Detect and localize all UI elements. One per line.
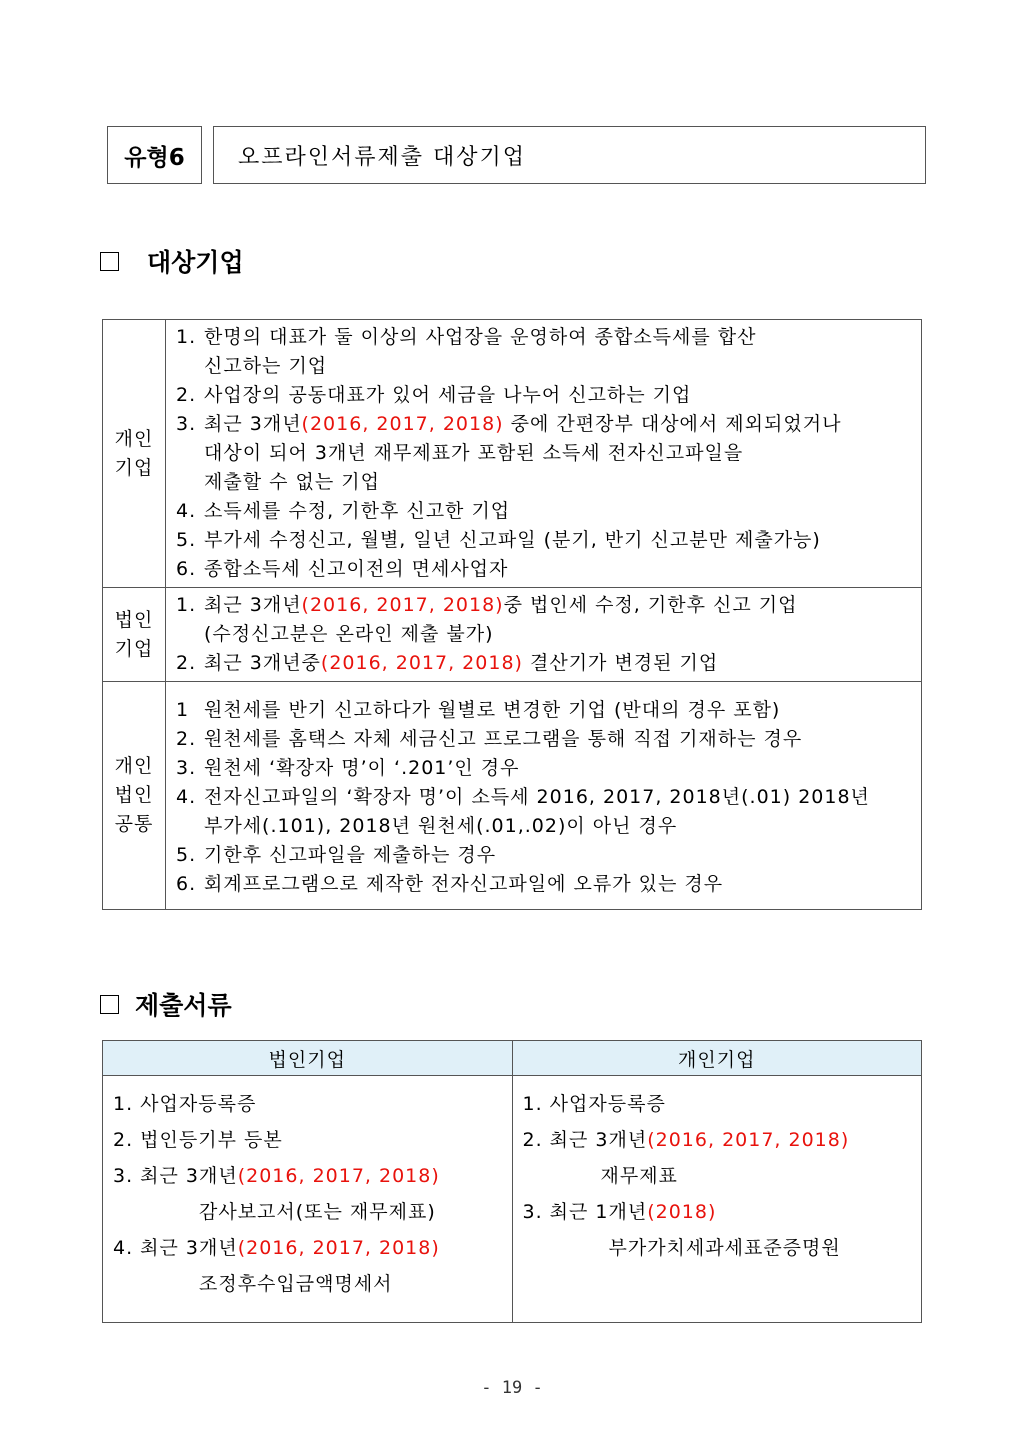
list-item-continuation: 제출할 수 없는 기업 <box>204 471 380 493</box>
table-row <box>103 588 922 682</box>
list-item <box>176 381 913 410</box>
required-documents-table <box>102 1040 922 1323</box>
item-number: 2. <box>176 384 197 406</box>
doc-item-continuation: 재무제표 <box>600 1165 678 1187</box>
target-companies-table <box>102 319 922 910</box>
list-item <box>176 323 913 352</box>
item-number: 2. <box>176 652 197 674</box>
page-number: - 19 - <box>481 1378 543 1398</box>
list-item-continuation: 신고하는 기업 <box>204 355 328 377</box>
item-text <box>204 555 508 584</box>
item-text <box>204 841 496 870</box>
doc-item: 2. 법인등기부 등본 <box>113 1129 283 1151</box>
item-text-segment: 최근 3개년중 <box>204 652 321 674</box>
item-text-segment: 사업장의 공동대표가 있어 세금을 나누어 신고하는 기업 <box>204 384 692 406</box>
category-label: 개인 <box>114 755 154 777</box>
doc-item <box>523 1122 914 1158</box>
items-cell <box>166 682 922 910</box>
item-years: (2016, 2017, 2018) <box>320 652 523 674</box>
item-number: 3. <box>176 757 197 779</box>
list-item <box>176 783 913 812</box>
item-text <box>204 410 841 439</box>
item-number: 5. <box>176 529 197 551</box>
doc-item-years: (2016, 2017, 2018) <box>647 1129 850 1151</box>
doc-item-years: (2016, 2017, 2018) <box>237 1237 440 1259</box>
item-text <box>204 649 718 678</box>
item-years: (2016, 2017, 2018) <box>301 413 504 435</box>
category-label: 법인 <box>114 784 154 806</box>
item-text-segment: 원천세를 반기 신고하다가 월별로 변경한 기업 (반대의 경우 포함) <box>204 699 781 721</box>
column-header-corporate: 법인기업 <box>103 1041 513 1076</box>
item-text-segment: 소득세를 수정, 기한후 신고한 기업 <box>204 500 511 522</box>
list-item <box>176 555 913 584</box>
list-item <box>176 725 913 754</box>
list-item <box>176 410 913 439</box>
doc-item-continuation: 부가가치세과세표준증명원 <box>608 1237 841 1259</box>
item-years: (2016, 2017, 2018) <box>301 594 504 616</box>
doc-item-text: 4. 최근 3개년 <box>113 1237 238 1259</box>
table-row <box>103 682 922 910</box>
category-label: 기업 <box>114 456 154 479</box>
item-number: 1. <box>176 594 197 616</box>
doc-item-text: 2. 최근 3개년 <box>522 1129 648 1151</box>
doc-item <box>113 1230 504 1266</box>
list-item <box>176 754 913 783</box>
type-title: 오프라인서류제출 대상기업 <box>238 144 527 170</box>
item-text-segment: 종합소득세 신고이전의 면세사업자 <box>204 558 509 580</box>
type-label-box <box>107 126 202 184</box>
item-text <box>204 725 802 754</box>
item-number: 3. <box>176 413 197 435</box>
item-text <box>204 783 870 812</box>
item-text-segment: 한명의 대표가 둘 이상의 사업장을 운영하여 종합소득세를 합산 <box>204 326 757 348</box>
item-text-segment: 중에 간편장부 대상에서 제외되었거나 <box>503 413 842 435</box>
category-label: 기업 <box>114 637 154 660</box>
category-label: 공통 <box>114 813 154 835</box>
section-heading-text: 제출서류 <box>135 991 232 1020</box>
item-text <box>204 754 520 783</box>
corporate-docs-cell <box>103 1076 513 1323</box>
item-text-segment: 원천세 ‘확장자 명’이 ‘.201’인 경우 <box>204 757 520 779</box>
item-number: 1. <box>176 326 197 348</box>
item-number: 2. <box>176 728 197 750</box>
item-text-segment: 결산기가 변경된 기업 <box>522 652 719 674</box>
list-item <box>176 497 913 526</box>
category-cell <box>103 320 166 588</box>
item-number: 4. <box>176 500 197 522</box>
list-item-continuation: 대상이 되어 3개년 재무제표가 포함된 소득세 전자신고파일을 <box>204 442 744 464</box>
item-text-segment: 회계프로그램으로 제작한 전자신고파일에 오류가 있는 경우 <box>204 873 724 895</box>
individual-docs-cell <box>512 1076 922 1323</box>
square-bullet-icon <box>100 995 119 1014</box>
item-text-segment: 전자신고파일의 ‘확장자 명’이 소득세 2016, 2017, 2018년(.01) 2018년 <box>204 786 870 808</box>
doc-item-years: (2018) <box>647 1201 717 1223</box>
item-text-segment: 최근 3개년 <box>204 413 302 435</box>
table-row <box>103 320 922 588</box>
category-label: 법인 <box>114 608 154 631</box>
list-item <box>176 649 913 678</box>
section-heading-target <box>100 243 244 279</box>
item-text <box>204 323 756 352</box>
item-text-segment: 부가세 수정신고, 월별, 일년 신고파일 (분기, 반기 신고분만 제출가능) <box>204 529 821 551</box>
item-text-segment: 중 법인세 수정, 기한후 신고 기업 <box>503 594 798 616</box>
square-bullet-icon <box>100 252 119 271</box>
section-heading-docs <box>100 986 232 1022</box>
doc-item <box>113 1158 504 1194</box>
doc-item-continuation: 감사보고서(또는 재무제표) <box>199 1201 436 1223</box>
item-text <box>204 870 723 899</box>
list-item <box>176 870 913 899</box>
item-text <box>204 591 797 620</box>
item-text-segment: 기한후 신고파일을 제출하는 경우 <box>204 844 497 866</box>
list-item-continuation: (수정신고분은 온라인 제출 불가) <box>204 623 494 645</box>
list-item <box>176 526 913 555</box>
doc-item: 1. 사업자등록증 <box>522 1093 666 1115</box>
doc-item: 1. 사업자등록증 <box>113 1093 257 1115</box>
section-heading-text: 대상기업 <box>147 248 244 277</box>
item-number: 6. <box>176 873 197 895</box>
item-number: 4. <box>176 786 197 808</box>
type-title-box <box>213 126 926 184</box>
item-number: 6. <box>176 558 197 580</box>
list-item <box>176 841 913 870</box>
category-cell <box>103 588 166 682</box>
item-text <box>204 381 691 410</box>
list-item <box>176 696 913 725</box>
item-number: 5. <box>176 844 197 866</box>
items-cell <box>166 588 922 682</box>
list-item-continuation: 부가세(.101), 2018년 원천세(.01,.02)이 아닌 경우 <box>204 815 678 837</box>
column-header-individual: 개인기업 <box>512 1041 922 1076</box>
item-number: 1 <box>176 699 190 721</box>
type-label: 유형6 <box>124 144 185 171</box>
category-label: 개인 <box>114 427 154 450</box>
item-text-segment: 최근 3개년 <box>204 594 302 616</box>
item-text <box>204 497 510 526</box>
doc-item-years: (2016, 2017, 2018) <box>237 1165 440 1187</box>
doc-item <box>523 1194 914 1230</box>
items-cell <box>166 320 922 588</box>
doc-item-text: 3. 최근 3개년 <box>113 1165 238 1187</box>
doc-item-text: 3. 최근 1개년 <box>522 1201 648 1223</box>
item-text <box>204 526 821 555</box>
item-text <box>204 696 780 725</box>
doc-item-continuation: 조정후수입금액명세서 <box>199 1273 393 1295</box>
list-item <box>176 591 913 620</box>
category-cell <box>103 682 166 910</box>
item-text-segment: 원천세를 홈택스 자체 세금신고 프로그램을 통해 직접 기재하는 경우 <box>204 728 803 750</box>
